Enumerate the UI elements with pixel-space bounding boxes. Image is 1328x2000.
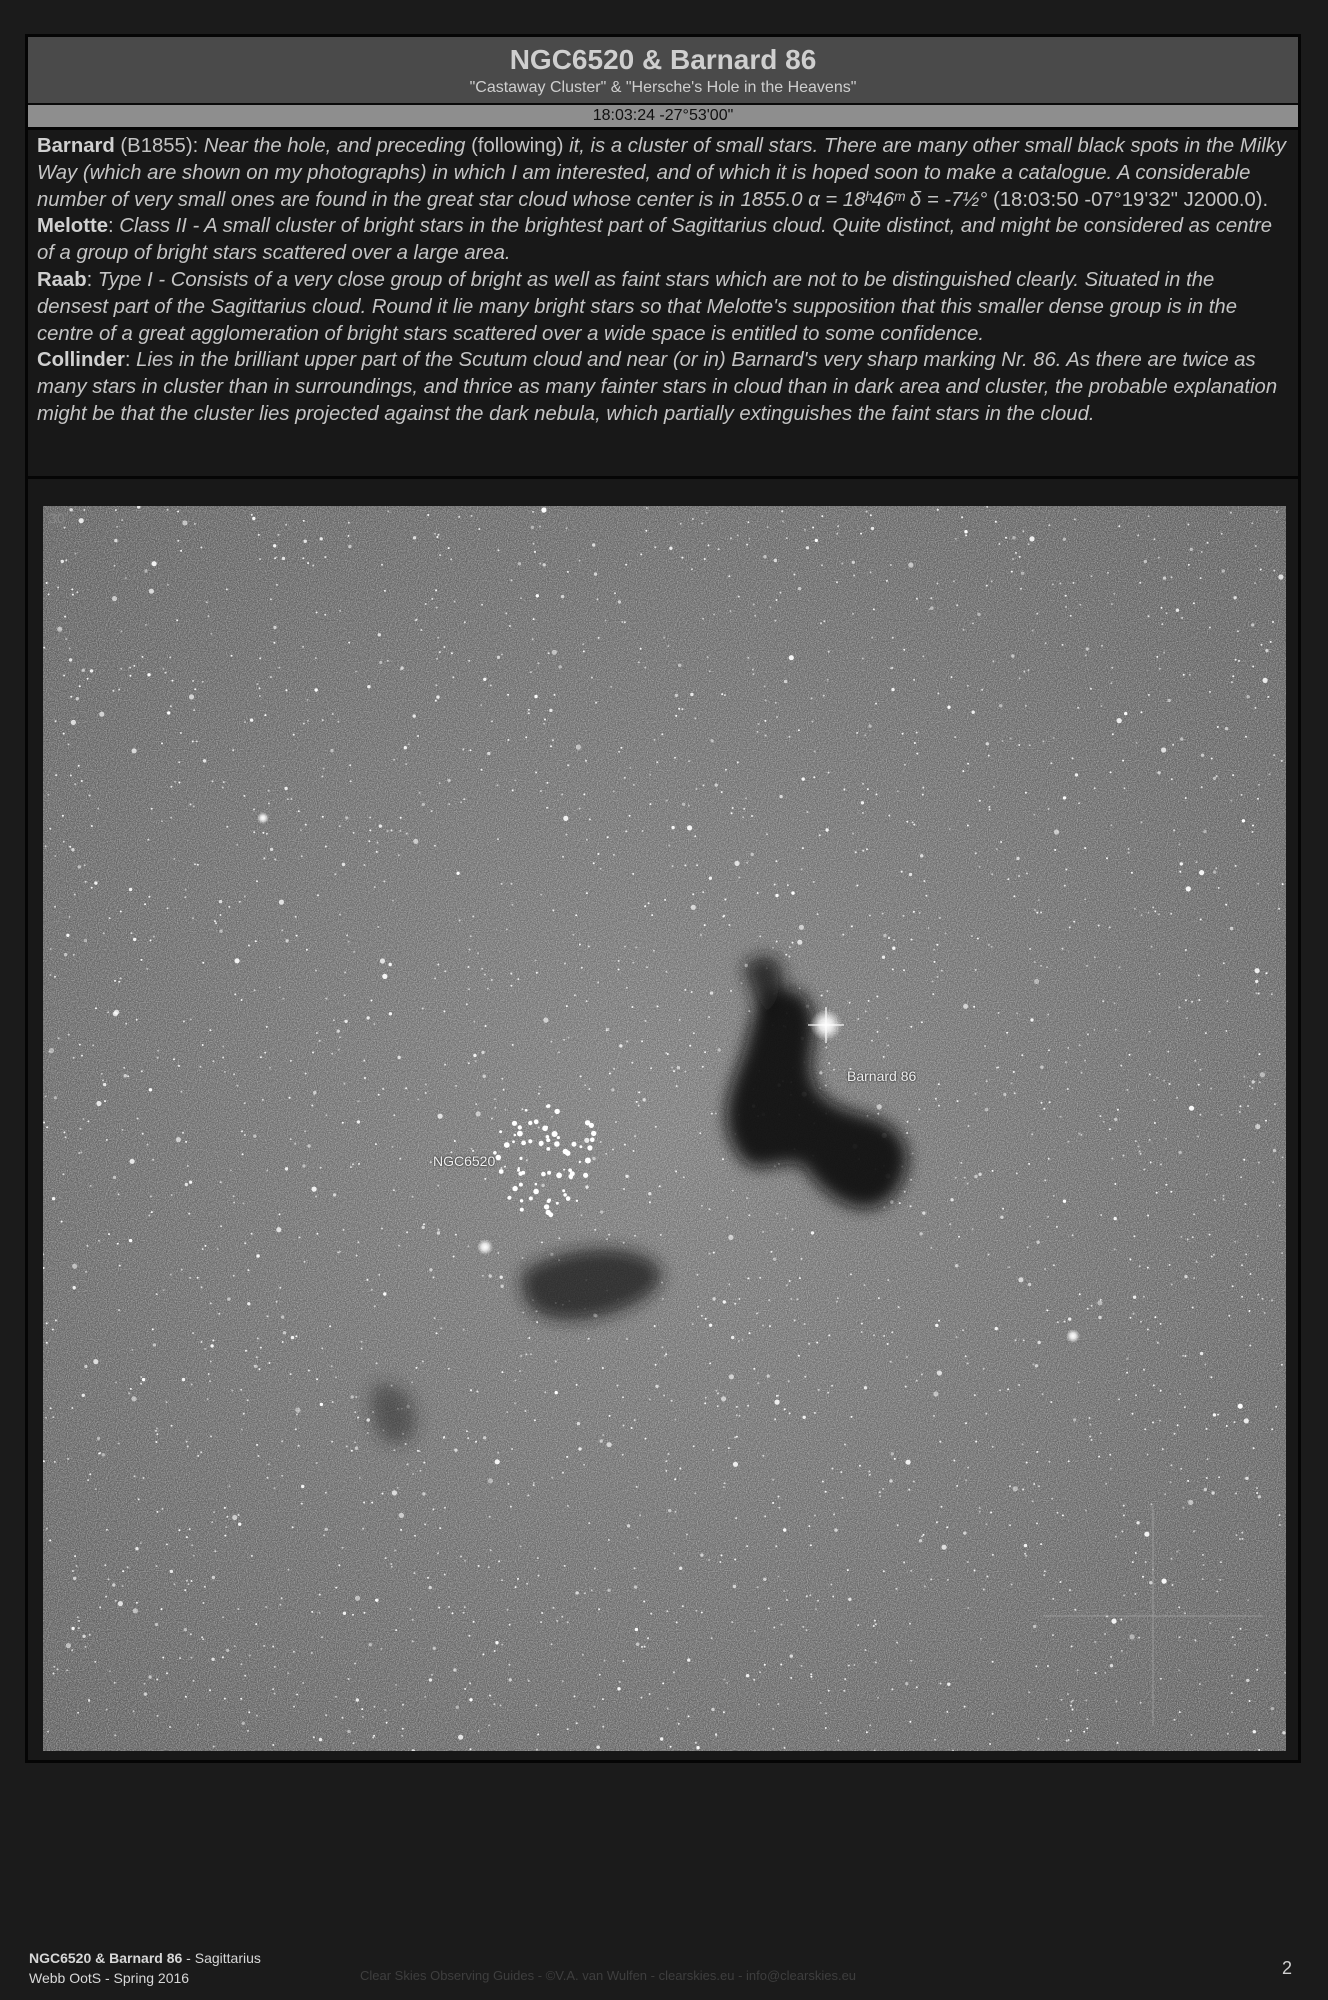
note-text: Class II - A small cluster of bright stars in the brightest part of Sagittarius cloud. Quite distinct, and might be considered as centre of a group of bright stars scattered over a large area. bbox=[37, 215, 1273, 265]
note-paren: (following) bbox=[465, 135, 570, 157]
note-author: Raab bbox=[37, 268, 87, 291]
page-title: NGC6520 & Barnard 86 bbox=[509, 44, 817, 75]
note-melotte bbox=[37, 213, 1289, 267]
footer-object: NGC6520 & Barnard 86 bbox=[29, 1950, 183, 1966]
star-field-photo bbox=[43, 506, 1286, 1751]
note-text: it, is a cluster of small stars. There are many other small black spots in the Milky Way (which are shown on my photographs) in which I am interested, and of which it is hoped soon to make a catalogue. A considerable number of very small ones are found in the great star cloud whose center is in 1855.0 α = 18ʰ46ᵐ δ = -7½° bbox=[37, 135, 1286, 211]
note-separator: : bbox=[107, 215, 120, 238]
note-raab bbox=[37, 267, 1289, 347]
page-number: 2 bbox=[1281, 1958, 1292, 1978]
footer-info bbox=[29, 1948, 261, 1988]
coordinates: 18:03:24 -27°53'00" bbox=[28, 105, 1298, 130]
note-author: Melotte bbox=[37, 215, 108, 238]
page-subtitle: "Castaway Cluster" & "Hersche's Hole in the Heavens" bbox=[469, 79, 857, 96]
field-of-view-label: 30' bbox=[49, 510, 68, 526]
note-text: Near the hole, and preceding bbox=[203, 135, 466, 157]
star-field-image bbox=[43, 506, 1286, 1751]
title-bar bbox=[28, 37, 1298, 105]
note-ref: (B1855): bbox=[114, 135, 204, 157]
footer-object-line bbox=[29, 1948, 261, 1968]
note-text: Type I - Consists of a very close group of bright as well as faint stars which are not to be distinguished clearly. Situated in the densest part of the Sagittarius cloud. Round it lie many bright stars so that Melotte's supposition that this smaller dense group is in the centre of a great agglomeration of bright stars scattered over a wide space is entitled to some confidence. bbox=[37, 268, 1237, 345]
note-collinder bbox=[37, 347, 1289, 427]
footer-season: Webb OotS - Spring 2016 bbox=[29, 1970, 190, 1986]
note-author: Barnard bbox=[37, 135, 115, 157]
historical-notes bbox=[28, 130, 1298, 479]
note-author: Collinder bbox=[37, 349, 125, 372]
note-separator: : bbox=[124, 349, 137, 372]
note-tail: (18:03:50 -07°19'32" J2000.0). bbox=[987, 188, 1269, 211]
note-barnard bbox=[37, 133, 1289, 213]
barnard-86-label: Barnard 86 bbox=[847, 1068, 917, 1084]
note-separator: : bbox=[86, 268, 98, 291]
footer-constellation: - Sagittarius bbox=[182, 1950, 261, 1966]
star-field-svg bbox=[43, 506, 1286, 1751]
note-text: Lies in the brilliant upper part of the Scutum cloud and near (or in) Barnard's very sharp marking Nr. 86. As there are twice as many stars in cluster than in surroundings, and thrice as many fainter stars in cloud than in dark area and cluster, the probable explanation might be that the cluster lies projected against the dark nebula, which partially extinguishes the faint stars in the cloud. bbox=[37, 349, 1278, 425]
footer-credit: Clear Skies Observing Guides - ©V.A. van Wulfen - clearskies.eu - info@clearskies.eu bbox=[360, 1968, 857, 1983]
observing-sheet bbox=[25, 34, 1301, 1763]
ngc6520-label: NGC6520 bbox=[433, 1153, 496, 1169]
